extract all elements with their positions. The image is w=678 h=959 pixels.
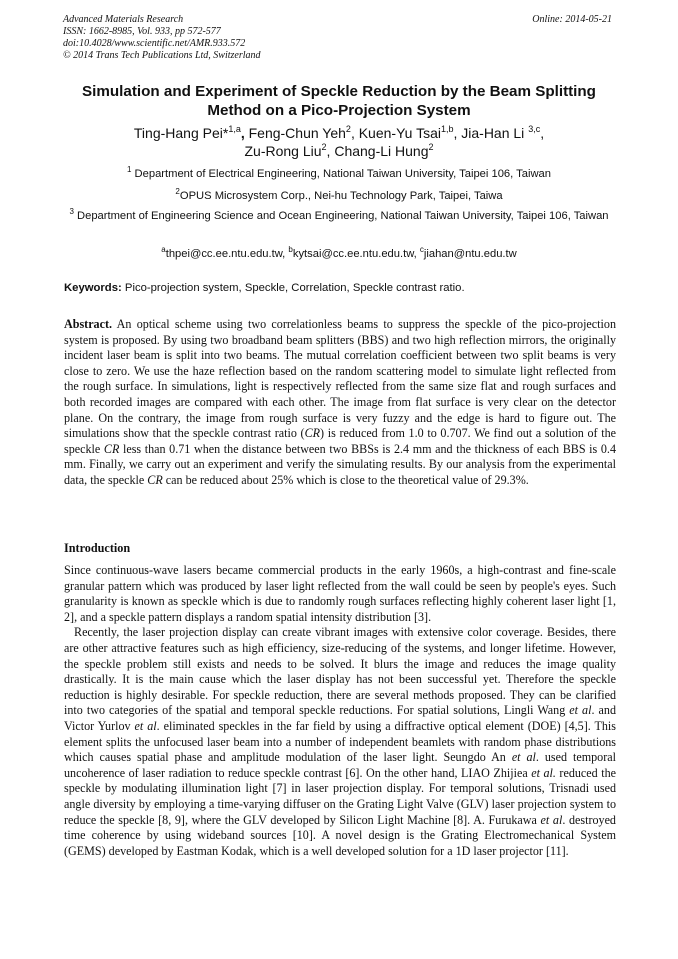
abstract bbox=[64, 317, 616, 489]
journal-name: Advanced Materials Research bbox=[63, 14, 184, 25]
author-affiliation-mark: 2 bbox=[321, 142, 327, 152]
author-separator: , bbox=[240, 125, 249, 141]
journal-doi: doi:10.4028/www.scientific.net/AMR.933.572 bbox=[63, 38, 246, 49]
affiliation-text: Department of Engineering Science and Ocean Engineering, National Taiwan University, Taipei 106, Taiwan bbox=[73, 210, 609, 222]
et-al: et al. bbox=[531, 765, 556, 780]
author-affiliation-mark: 2 bbox=[345, 124, 351, 134]
abstract-text: less than 0.71 when the distance between two BBSs is 2.4 mm and the thickness of each BBS is 0.4 mm. Finally, we carry out an experiment and verify the simulating results. By our analysis from the experimental data, the speckle bbox=[64, 441, 616, 487]
introduction-paragraph-2 bbox=[64, 625, 616, 859]
author-affiliation-mark: 1,b bbox=[440, 124, 454, 134]
et-al: et al bbox=[540, 812, 563, 827]
et-al: et al bbox=[511, 750, 536, 765]
introduction-paragraph-1: Since continuous-wave lasers became commercial products in the early 1960s, a high-contrast and fine-scale granular pattern which was produced by laser light reflected from the wall could be seen by people's eyes. Such granularity is known as speckle which is due to randomly rough surfaces reflecting highly coherent laser light [1, 2], and a speckle pattern displays a random spatial intensity distribution [3]. bbox=[64, 563, 616, 624]
email-address: thpei@cc.ee.ntu.edu.tw, bbox=[165, 248, 289, 260]
email-mark: a bbox=[161, 245, 166, 254]
title-line-1: Simulation and Experiment of Speckle Reduction by the Beam Splitting bbox=[82, 83, 596, 100]
affiliation-mark: 3 bbox=[69, 207, 74, 216]
abstract-text: ) is reduced from 1.0 to 0.707. We find out a solution of the speckle bbox=[64, 426, 616, 456]
author-name: Zu-Rong Liu bbox=[244, 143, 322, 159]
paragraph-text: . and Victor Yurlov bbox=[64, 703, 616, 733]
author-line-2 bbox=[40, 142, 638, 160]
author-name: Jia-Han Li bbox=[461, 125, 529, 141]
affiliation-1 bbox=[50, 167, 628, 182]
email-address: kytsai@cc.ee.ntu.edu.tw, bbox=[292, 248, 420, 260]
journal-copyright: © 2014 Trans Tech Publications Ltd, Switzerland bbox=[63, 50, 261, 61]
author-name: Ting-Hang Pei* bbox=[133, 125, 229, 141]
et-al: et al bbox=[569, 703, 592, 718]
author-separator: , bbox=[326, 143, 335, 159]
email-mark: c bbox=[419, 245, 424, 254]
author-line-1 bbox=[40, 124, 638, 142]
paragraph-text: . used temporal uncoherence of laser radiation to reduce speckle contrast [6]. On the other hand, LIAO Zhijiea bbox=[64, 750, 616, 780]
et-al: et al bbox=[134, 718, 157, 733]
journal-issn: ISSN: 1662-8985, Vol. 933, pp 572-577 bbox=[63, 26, 221, 37]
paragraph-text: . destroyed time coherence by using wideband sources [10]. A novel design is the Grating Electromechanical System (GEMS) developed by Eastman Kodak, which is a well developed solution for a 1D laser projector [11]. bbox=[64, 812, 616, 858]
author-affiliation-mark: 3,c bbox=[528, 124, 541, 134]
author-name: Chang-Li Hung bbox=[334, 143, 429, 159]
abstract-cr-term: CR bbox=[103, 441, 120, 456]
author-affiliation-mark: 2 bbox=[428, 142, 434, 152]
title-line-2: Method on a Pico-Projection System bbox=[207, 102, 471, 119]
paragraph-text: Recently, the laser projection display can create vibrant images with extensive color coverage. Besides, there are other attractive features such as high efficiency, size-reducing of the systems, and longer lifetime. However, the speckle problem still exists and needs to be solved. It blurs the image and reduces the image quality drastically. It is the main cause which the laser display has not been successful yet. Therefore the speckle reduction is highly desirable. For speckle reduction, there are several methods proposed. They can be clarified into two categories of the spatial and temporal speckle reductions. For spatial solutions, Lingli Wang bbox=[64, 625, 616, 718]
section-heading-introduction: Introduction bbox=[64, 541, 131, 555]
journal-header bbox=[63, 14, 261, 62]
affiliation-3 bbox=[50, 209, 628, 224]
affiliation-mark: 2 bbox=[175, 187, 180, 196]
author-list bbox=[40, 124, 638, 160]
abstract-text: can be reduced about 25% which is close to the theoretical value of 29.3%. bbox=[162, 472, 529, 487]
abstract-label: Abstract. bbox=[64, 317, 113, 331]
author-emails bbox=[50, 247, 628, 262]
keywords-text: Pico-projection system, Speckle, Correlation, Speckle contrast ratio. bbox=[121, 282, 465, 294]
email-address: jiahan@ntu.edu.tw bbox=[423, 248, 517, 260]
abstract-text: An optical scheme using two correlationless beams to suppress the speckle of the pico-projection system is proposed. By using two broadband beam splitters (BBS) and two high reflection mirrors, the originally incident laser beam is split into two beams. The mutual correlation coefficient between two split beams is very close to zero. We use the haze reflection based on the random scattering model to simulate light reflected from the rough surface. In simulations, light is respectively reflected from the same size flat and rough surfaces and both recorded images are compared with each other. The image from flat surface is very clear on the detector plane. On the contrary, the image from rough surface is very fuzzy and the edge is hard to figure out. The simulations show that the speckle contrast ratio ( bbox=[64, 317, 616, 441]
author-separator: , bbox=[453, 125, 462, 141]
author-separator: , bbox=[350, 125, 359, 141]
paragraph-text: . eliminated speckles in the far field by using a diffractive optical element (DOE) [4,5]. This element splits the unfocused laser beam into a number of independent beamlets with random phase distributions which causes spatial phase and amplitude modulation of the laser light. Seungdo An bbox=[64, 718, 616, 765]
author-separator: , bbox=[540, 125, 545, 141]
online-date: Online: 2014-05-21 bbox=[532, 14, 612, 25]
paper-title bbox=[40, 82, 638, 120]
abstract-cr-term: CR bbox=[304, 426, 321, 441]
affiliation-text: Department of Electrical Engineering, National Taiwan University, Taipei 106, Taiwan bbox=[131, 168, 551, 180]
author-affiliation-mark: 1,a bbox=[228, 124, 241, 134]
keywords-label: Keywords: bbox=[64, 282, 122, 294]
email-mark: b bbox=[288, 245, 293, 254]
abstract-cr-term: CR bbox=[147, 472, 163, 487]
affiliation-2 bbox=[50, 189, 628, 204]
introduction-body bbox=[64, 563, 616, 859]
keywords bbox=[64, 281, 616, 296]
paragraph-text: reduced the speckle by modulating illumination light [7] in laser projection display. For temporal solutions, Trisnadi used angle diversity by employing a time-varying diffuser on the Grating Light Valve (GLV) laser projection system to reduce the speckle [8, 9], where the GLV developed by Silicon Light Machine [8]. A. Furukawa bbox=[64, 765, 616, 827]
author-name: Kuen-Yu Tsai bbox=[358, 125, 441, 141]
affiliation-mark: 1 bbox=[127, 165, 132, 174]
author-name: Feng-Chun Yeh bbox=[248, 125, 346, 141]
affiliation-text: OPUS Microsystem Corp., Nei-hu Technology Park, Taipei, Taiwa bbox=[179, 190, 503, 202]
